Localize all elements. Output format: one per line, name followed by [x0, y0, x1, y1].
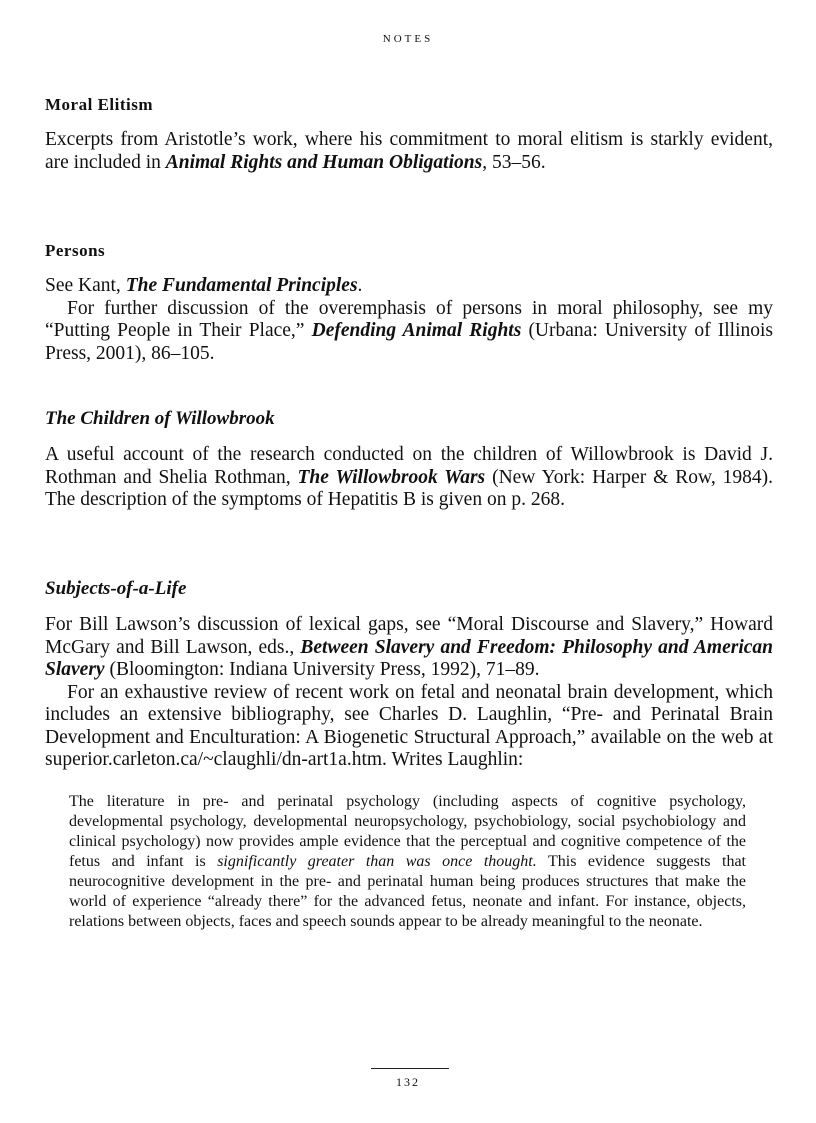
paragraph	[45, 129, 773, 174]
book-title: The Willowbrook Wars	[297, 466, 486, 488]
book-title: Defending Animal Rights	[311, 320, 522, 341]
section-heading: Subjects-of-a-Life	[45, 578, 187, 599]
section-subjects-of-a-life	[45, 578, 773, 932]
section-heading: The Children of Willowbrook	[45, 408, 275, 429]
text-run: A useful account of the research conducted on the children of Willowbrook is David J. Rothman and Shelia Rothman,	[45, 444, 773, 488]
paragraph	[45, 444, 773, 512]
folio-rule	[371, 1068, 449, 1069]
text-run: For Bill Lawson’s discussion of lexical gaps, see “Moral Discourse and Slavery,” Howard McGary and Bill Lawson, eds.,	[45, 614, 773, 658]
text-run: .	[357, 275, 363, 296]
book-title: Animal Rights and Human Obligations	[165, 151, 483, 173]
text-run: (Urbana: University of Illinois Press, 2001), 86–105.	[45, 320, 773, 364]
paragraph	[45, 298, 773, 366]
text-run: Excerpts from Aristotle’s work, where his commitment to moral elitism is starkly evident, are included in	[45, 129, 773, 173]
section-willowbrook	[45, 408, 773, 512]
text-run: This evidence suggests that neurocognitive development in the pre- and perinatal human being produces structures that make the world of experience “already there” for the advanced fetus, neonate and infant. For instance, objects, relations between objects, faces and speech sounds appear to be already meaningful to the neonate.	[69, 852, 746, 930]
text-run: For further discussion of the overemphasis of persons in moral philosophy, see my “Putting People in Their Place,”	[45, 297, 773, 341]
text-run: The literature in pre- and perinatal psychology (including aspects of cognitive psychology, developmental psychology, developmental neuropsychology, psychobiology, social psychobiology and clinical psychology) now provides ample evidence that the perceptual and cognitive competence of the fetus and infant is	[69, 792, 746, 870]
paragraph: For an exhaustive review of recent work on fetal and neonatal brain development, which includes an extensive bibliography, see Charles D. Laughlin, “Pre- and Perinatal Brain Development and Enculturation: A Biogenetic Structural Approach,” available on the web at superior.carleton.ca/~claughli/dn-art1a.htm. Writes Laughlin:	[45, 681, 773, 770]
paragraph	[45, 614, 773, 682]
section-moral-elitism	[45, 95, 773, 174]
section-persons	[45, 241, 773, 365]
emphasis: significantly greater than was once thought.	[217, 852, 537, 870]
text-run: See Kant,	[45, 275, 126, 296]
text-run: , 53–56.	[482, 151, 546, 173]
text-run: (New York: Harper & Row, 1984). The description of the symptoms of Hepatitis B is given on p. 268.	[45, 466, 774, 510]
running-head: NOTES	[382, 33, 434, 45]
paragraph	[45, 275, 773, 298]
book-title: The Fundamental Principles	[125, 275, 358, 296]
book-title: Between Slavery and Freedom: Philosophy and American Slavery	[45, 636, 774, 680]
section-heading: Moral Elitism	[45, 95, 154, 114]
section-heading: Persons	[45, 241, 106, 260]
block-quote	[69, 792, 746, 932]
page-number: 132	[396, 1075, 420, 1089]
text-run: (Bloomington: Indiana University Press, 1992), 71–89.	[104, 659, 540, 680]
